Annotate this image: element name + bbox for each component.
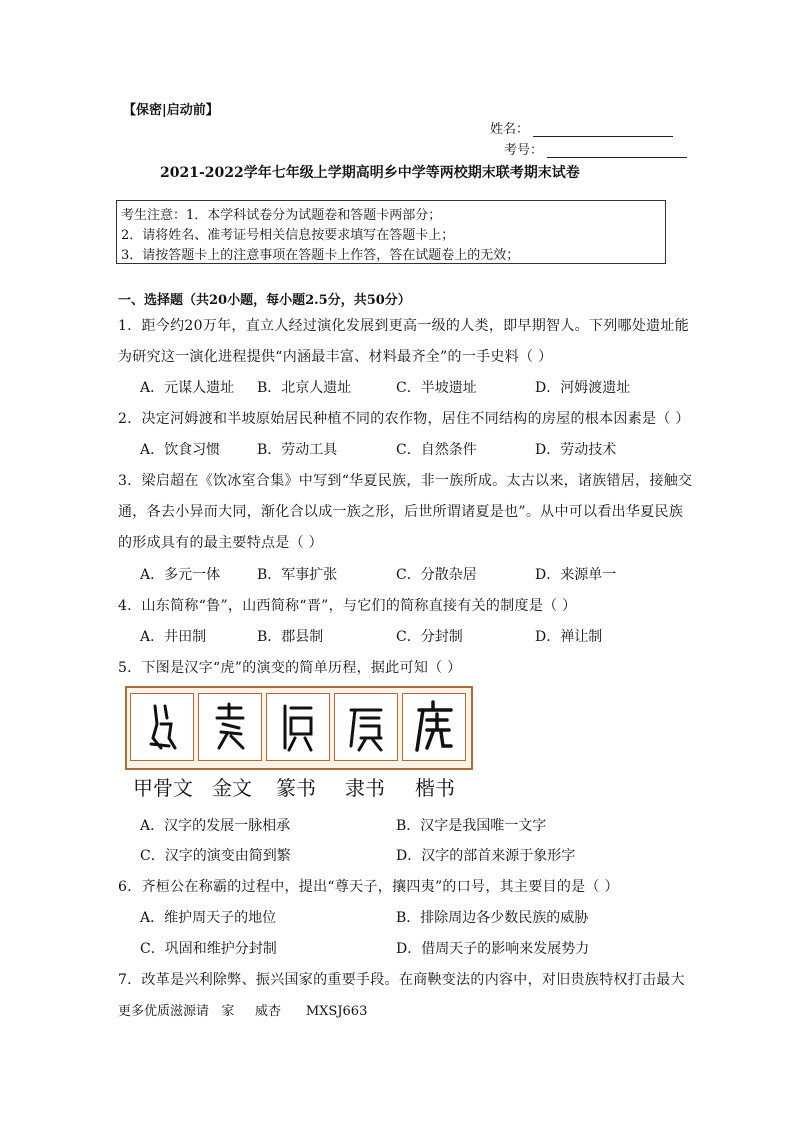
caption-clerical: 隶书: [345, 776, 385, 800]
caption-bronze: 金文: [212, 776, 252, 800]
q3-line-3: 的形成具有的最主要特点是（ ）: [118, 535, 323, 551]
q4-option-c[interactable]: C．分封制: [396, 629, 463, 645]
q5-option-a[interactable]: A．汉字的发展一脉相承: [140, 818, 291, 834]
q6-line-1: 6．齐桓公在称霸的过程中，提出“尊天子，攘四夷”的口号，其主要目的是（ ）: [118, 879, 619, 895]
name-field: [490, 118, 673, 137]
q1-option-d[interactable]: D．河姆渡遗址: [535, 380, 631, 396]
q2-option-a[interactable]: A．饮食习惯: [140, 442, 221, 458]
q4-option-a[interactable]: A．井田制: [140, 629, 207, 645]
q3-line-2: 通，各去小异而大同，渐化合以成一族之形，后世所谓诸夏是也”。从中可以看出华夏民族: [118, 504, 684, 520]
q3-option-a[interactable]: A．多元一体: [140, 567, 221, 583]
notice-box: [116, 200, 666, 264]
q5-line-1: 5．下图是汉字“虎”的演变的简单历程，据此可知（ ）: [118, 660, 462, 676]
q4-option-b[interactable]: B．郡县制: [257, 629, 324, 645]
regular-script-glyph: [402, 693, 466, 761]
caption-oracle-bone: 甲骨文: [133, 776, 193, 800]
notice-line-3: 3．请按答题卡上的注意事项在答题卡上作答，答在试题卷上的无效；: [121, 248, 520, 263]
q3-line-1: 3．梁启超在《饮冰室合集》中写到“华夏民族，非一族所成。太古以来，诸族错居，接触交: [118, 473, 693, 489]
q2-option-c[interactable]: C．自然条件: [396, 442, 477, 458]
section-heading: 一、选择题（共20小题，每小题2.5分，共50分）: [118, 293, 411, 308]
q4-line-1: 4．山东简称“鲁”，山西简称“晋”，与它们的简称直接有关的制度是（ ）: [118, 598, 577, 614]
q1-option-c[interactable]: C．半坡遗址: [396, 380, 477, 396]
q5-option-b[interactable]: B．汉字是我国唯一文字: [396, 818, 547, 834]
id-blank[interactable]: [547, 143, 687, 158]
q4-option-d[interactable]: D．禅让制: [535, 629, 603, 645]
q1-line-2: 为研究这一演化进程提供“内涵最丰富、材料最齐全”的一手史料（ ）: [118, 349, 553, 365]
q2-option-b[interactable]: B．劳动工具: [257, 442, 338, 458]
q5-option-c[interactable]: C．汉字的演变由简到繁: [140, 848, 291, 864]
q6-option-d[interactable]: D．借周天子的影响来发展势力: [396, 941, 590, 957]
id-field: [504, 139, 687, 158]
q6-option-a[interactable]: A．维护周天子的地位: [140, 910, 277, 926]
q1-line-1: 1．距今约20万年，直立人经过演化发展到更高一级的人类，即早期智人。下列哪处遗址能: [118, 318, 690, 334]
caption-seal: 篆书: [276, 776, 316, 800]
bronze-script-glyph: [198, 693, 262, 761]
notice-line-2: 2．请将姓名、准考证号相关信息按要求填写在答题卡上；: [121, 228, 455, 243]
q5-option-d[interactable]: D．汉字的部首来源于象形字: [396, 848, 576, 864]
q7-line-1: 7．改革是兴利除弊、振兴国家的重要手段。在商鞅变法的内容中，对旧贵族特权打击最大: [118, 972, 685, 988]
q2-option-d[interactable]: D．劳动技术: [535, 442, 617, 458]
tiger-evolution-figure: [125, 686, 473, 770]
q6-option-c[interactable]: C．巩固和维护分封制: [140, 941, 277, 957]
exam-title: 2021-2022学年七年级上学期高明乡中学等两校期末联考期末试卷: [160, 165, 580, 181]
secret-label: 【保密|启动前】: [123, 103, 219, 118]
notice-line-1: 考生注意：1．本学科试卷分为试题卷和答题卡两部分；: [121, 208, 442, 223]
id-label: 考号：: [504, 143, 544, 158]
name-blank[interactable]: [533, 122, 673, 137]
q3-option-d[interactable]: D．来源单一: [535, 567, 617, 583]
q2-line-1: 2．决定河姆渡和半坡原始居民种植不同的农作物，居住不同结构的房屋的根本因素是（ ）: [118, 411, 690, 427]
q6-option-b[interactable]: B．排除周边各少数民族的威胁: [396, 910, 589, 926]
caption-regular: 楷书: [415, 776, 455, 800]
oracle-bone-glyph: [130, 693, 194, 761]
seal-script-glyph: [266, 693, 330, 761]
q1-option-b[interactable]: B．北京人遗址: [257, 380, 352, 396]
q3-option-c[interactable]: C．分散杂居: [396, 567, 477, 583]
q3-option-b[interactable]: B．军事扩张: [257, 567, 338, 583]
clerical-script-glyph: [334, 693, 398, 761]
q1-option-a[interactable]: A．元谋人遗址: [140, 380, 235, 396]
name-label: 姓名：: [490, 122, 530, 137]
footer-watermark: 更多优质滋源请 家 威杏 MXSJ663: [118, 1004, 368, 1019]
